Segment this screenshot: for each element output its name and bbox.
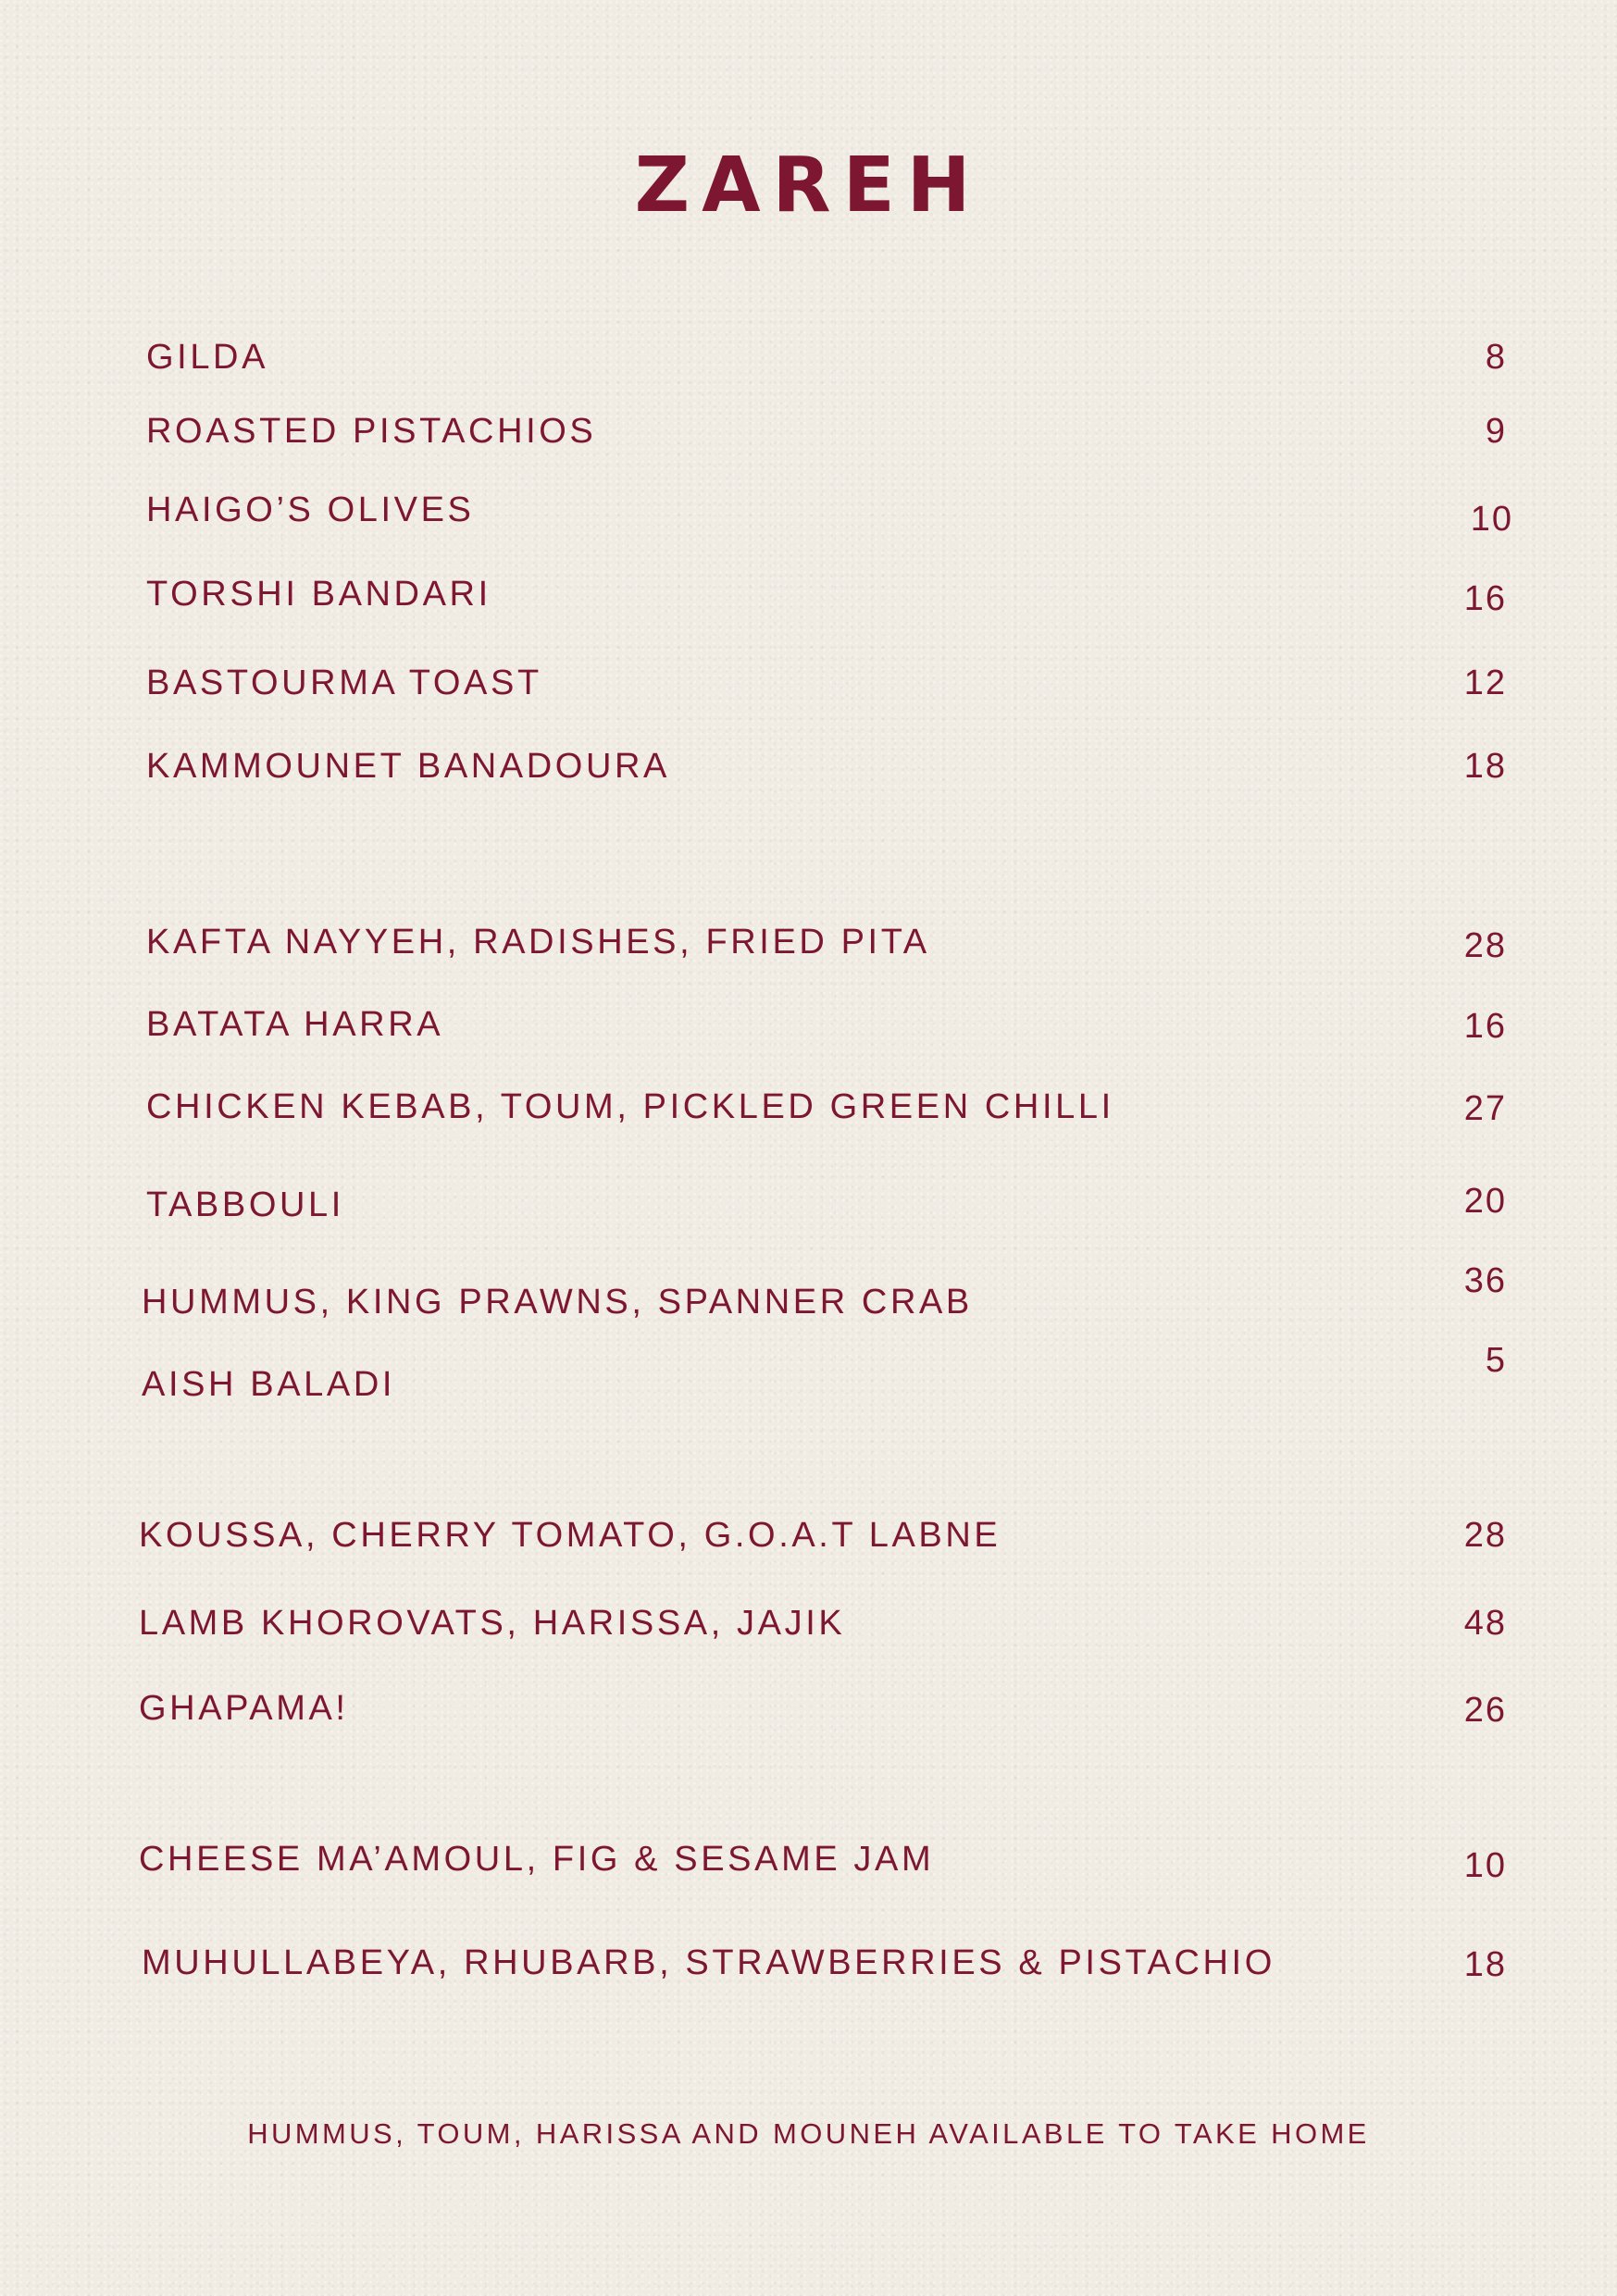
- menu-item-name: AISH BALADI: [142, 1365, 396, 1404]
- menu-item-price: 18: [1463, 1945, 1507, 1984]
- menu-item-name: TABBOULI: [146, 1185, 344, 1224]
- menu-item-name: KAFTA NAYYEH, RADISHES, FRIED PITA: [146, 923, 930, 962]
- menu-item-price: 9: [1485, 412, 1507, 451]
- menu-item-price: 28: [1463, 1516, 1507, 1555]
- menu-item-price: 16: [1463, 1007, 1507, 1046]
- menu-item-price: 48: [1463, 1604, 1507, 1643]
- menu-item-price: 36: [1463, 1261, 1507, 1300]
- menu-item-price: 20: [1463, 1182, 1507, 1221]
- menu-item-name: ROASTED PISTACHIOS: [146, 412, 597, 451]
- menu-item-price: 10: [1470, 500, 1513, 539]
- menu-item-price: 8: [1485, 338, 1507, 377]
- menu-item-name: BATATA HARRA: [146, 1005, 444, 1044]
- menu-item-price: 28: [1463, 926, 1507, 965]
- menu-item-price: 18: [1463, 747, 1507, 786]
- menu-item-name: GILDA: [146, 338, 269, 377]
- menu-item-name: BASTOURMA TOAST: [146, 664, 542, 702]
- menu-item-price: 10: [1463, 1846, 1507, 1885]
- menu-item-name: LAMB KHOROVATS, HARISSA, JAJIK: [139, 1604, 846, 1643]
- menu-item-price: 27: [1463, 1089, 1507, 1128]
- menu-item-price: 5: [1485, 1341, 1507, 1380]
- menu-item-name: CHEESE MA’AMOUL, FIG & SESAME JAM: [139, 1840, 935, 1879]
- menu-item-name: TORSHI BANDARI: [146, 575, 491, 614]
- restaurant-title: ZAREH: [634, 142, 983, 230]
- menu-item-name: MUHULLABEYA, RHUBARB, STRAWBERRIES & PISTACHIO: [142, 1943, 1275, 1982]
- menu-item-name: KOUSSA, CHERRY TOMATO, G.O.A.T LABNE: [139, 1516, 1001, 1555]
- menu-item-name: KAMMOUNET BANADOURA: [146, 747, 670, 786]
- menu-item-price: 16: [1463, 579, 1507, 618]
- menu-item-name: HUMMUS, KING PRAWNS, SPANNER CRAB: [142, 1283, 973, 1322]
- menu-item-name: HAIGO’S OLIVES: [146, 490, 475, 529]
- takeaway-note: HUMMUS, TOUM, HARISSA AND MOUNEH AVAILABLE TO TAKE HOME: [247, 2117, 1370, 2150]
- menu-item-name: GHAPAMA!: [139, 1689, 349, 1728]
- menu-item-price: 12: [1463, 664, 1507, 702]
- menu-item-price: 26: [1463, 1691, 1507, 1730]
- menu-item-name: CHICKEN KEBAB, TOUM, PICKLED GREEN CHILLI: [146, 1087, 1114, 1126]
